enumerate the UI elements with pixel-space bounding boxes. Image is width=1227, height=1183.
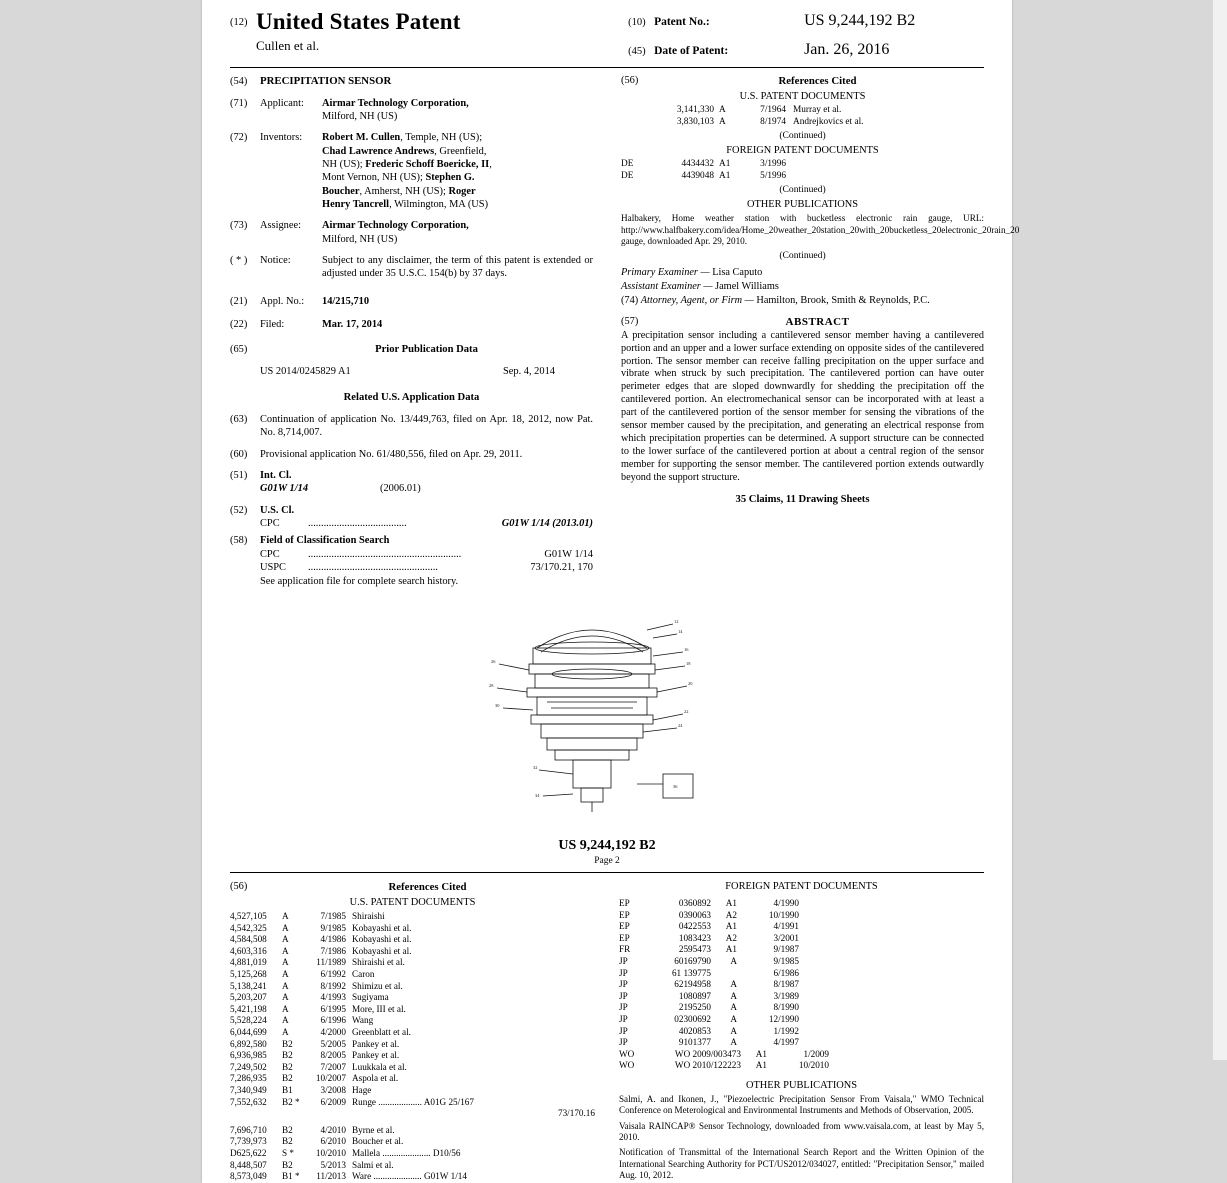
page2-other-pub-2: Vaisala RAINCAP® Sensor Technology, downloaded from www.vaisala.com, at least by May 5, 2010. [619, 1120, 984, 1143]
assignee-city: Milford, NH (US) [322, 233, 398, 245]
page2-refs-num: (56) [230, 881, 248, 893]
svg-text:24: 24 [678, 723, 683, 729]
page2-us-docs-table [230, 911, 595, 1183]
invention-title: PRECIPITATION SENSOR [260, 75, 392, 87]
int-cl-label: Int. Cl. [260, 469, 292, 481]
field-title-num: (54) [230, 76, 248, 87]
table-row: JP 02300692 A 12/1990 [619, 1014, 799, 1025]
claims-count: 35 Claims, 11 Drawing Sheets [735, 494, 870, 506]
applicant-company: Airmar Technology Corporation, [322, 97, 469, 109]
applicant-city: Milford, NH (US) [322, 111, 398, 123]
svg-text:30: 30 [495, 703, 500, 709]
int-cl-num: (51) [230, 469, 248, 481]
svg-text:20: 20 [688, 681, 693, 687]
search-num: (58) [230, 535, 248, 547]
svg-text:18: 18 [686, 661, 691, 667]
page2-right-column [607, 881, 984, 1183]
us-cl-num: (52) [230, 504, 248, 516]
us-patent-documents-title: U.S. PATENT DOCUMENTS [739, 91, 866, 102]
table-row: 3,830,103 A 8/1974 Andrejkovics et al. [676, 116, 864, 127]
field-filed [230, 318, 593, 331]
svg-text:28: 28 [489, 683, 494, 689]
abstract-text: A precipitation sensor including a cantilevered sensor member having a cantilevered portion and an upper and a lower surface extending on opposite sides of the cantilevered portion. The sensor member can receive falling precipitation on the upper surface and vibrate when struck by such precipitation. The cantilevered portion can have outer perimeter edges that are sloped downwardly for shedding the precipitation off the cantilevered portion. An electromechanical sensor can be incorporated with at least a part of the cantilevered portion of the sensor member for sensing the vibrations of the sensor member caused by the precipitation, and generating an electrical response from which precipitation properties can be determined. A support structure can be connected to the lower surface of the cantilevered portion at about a central region of the sensor member for supporting the sensor member. The cantilevered portion extends outwardly beyond the support structure. [621, 329, 984, 484]
page2-label: Page 2 [594, 856, 620, 867]
table-row: JP 61 139775 6/1986 [619, 967, 799, 978]
continued-label-3: (Continued) [779, 249, 826, 261]
svg-text:14: 14 [678, 629, 683, 635]
field-assignee [230, 219, 593, 246]
page2-foreign-table [619, 898, 984, 1072]
applicant-label: Applicant: [260, 97, 304, 109]
primary-examiner-label: Primary Examiner — [621, 266, 710, 278]
page2-left-column [230, 881, 607, 1183]
table-row: DE 4434432 A1 3/1996 [621, 159, 786, 170]
svg-text:34: 34 [535, 793, 540, 799]
table-row: 5,138,241 A 8/1992 Shimizu et al. [230, 980, 403, 991]
sensor-drawing [477, 614, 737, 819]
search-cpc-key: CPC [260, 548, 280, 560]
table-row: 3,141,330 A 7/1964 Murray et al. [676, 105, 842, 115]
table-row: 5,125,268 A 6/1992 Caron [230, 969, 375, 980]
table-row: JP 9101377 A 4/1997 [619, 1037, 799, 1048]
header-rule [230, 67, 984, 68]
provisional-num: (60) [230, 448, 248, 460]
search-uspc-key: USPC [260, 562, 286, 574]
notice-num: ( * ) [230, 254, 248, 266]
patent-no-name: Patent No.: [654, 16, 710, 28]
primary-examiner-name: Lisa Caputo [712, 266, 763, 278]
field-inventors: (72) Inventors: Robert M. Cullen, Temple, NH (US); Chad Lawrence Andrews, Greenfield, NH (US); Frederic Schoff Boericke, II, Mont Vernon, NH (US); Stephen G. Boucher, Amherst, NH (US); Roger Henry Tancrell, Wilmington, MA (US) [230, 132, 492, 210]
continued-label-1: (Continued) [779, 130, 826, 142]
table-row: 6,936,985 B2 8/2005 Pankey et al. [230, 1050, 400, 1061]
page-title: United States Patent [256, 9, 461, 34]
inventor-line: Cullen et al. [256, 38, 320, 54]
related-app-data-title: Related U.S. Application Data [343, 392, 480, 404]
abstract-num: (57) [621, 315, 639, 327]
provisional-text: Provisional application No. 61/480,556, filed on Apr. 29, 2011. [260, 448, 523, 460]
field-provisional [230, 448, 593, 461]
table-row: 7,340,949 B1 3/2008 Hage [230, 1085, 372, 1095]
table-row: 7,696,710 B2 4/2010 Byrne et al. [230, 1124, 395, 1135]
inventors-label: Inventors: [260, 132, 303, 144]
table-row: EP 0422553 A1 4/1991 [619, 921, 799, 932]
date-label: (45) [628, 46, 646, 57]
field-notice [230, 254, 593, 281]
patent-no-label: (10) [628, 17, 646, 28]
table-row: 7,739,973 B2 6/2010 Boucher et al. [230, 1136, 404, 1147]
svg-text:12: 12 [674, 619, 679, 625]
table-row: WO WO 2009/003473 A1 1/2009 [619, 1048, 829, 1059]
bibliographic-column [230, 75, 607, 596]
int-cl-year: (2006.01) [380, 483, 421, 495]
notice-text: Subject to any disclaimer, the term of this patent is extended or adjusted under 35 U.S.C. 154(b) by 37 days. [322, 254, 593, 280]
search-uspc-value: 73/170.21, 170 [530, 562, 593, 574]
patent-figure [230, 614, 984, 824]
table-row: WO WO 2010/122223 A1 10/2010 [619, 1060, 829, 1071]
field-prior-pub [230, 343, 593, 378]
prior-pub-title: Prior Publication Data [375, 344, 478, 356]
table-row: 6,892,580 B2 5/2005 Pankey et al. [230, 1038, 400, 1049]
assistant-examiner-label: Assistant Examiner — [621, 280, 713, 292]
patent-header [230, 6, 984, 59]
page2-other-pub-3: Notification of Transmittal of the International Search Report and the Written Opinion of the International Searching Authority for PCT/US2012/034027, entitled: "Precipitation Sensor," mailed Aug. 10, 2012. [619, 1147, 984, 1181]
patent-number: US 9,244,192 B2 [804, 12, 916, 29]
assignee-label: Assignee: [260, 220, 301, 232]
table-row: 5,203,207 A 4/1993 Sugiyama [230, 992, 389, 1003]
table-row: 4,527,105 A 7/1985 Shiraishi [230, 911, 385, 922]
prior-pub-num: (65) [230, 344, 248, 356]
continuation-num: (63) [230, 414, 248, 426]
table-row: JP 2195250 A 8/1990 [619, 1002, 799, 1013]
filed-label: Filed: [260, 318, 285, 330]
field-applicant [230, 97, 593, 124]
kind-code-label: (12) [230, 17, 248, 28]
field-continuation [230, 413, 593, 440]
continued-label-2: (Continued) [779, 184, 826, 196]
svg-text:22: 22 [684, 709, 689, 715]
table-row: 5,528,224 A 6/1996 Wang [230, 1015, 374, 1026]
applicant-num: (71) [230, 97, 248, 109]
other-publications-title: OTHER PUBLICATIONS [746, 199, 859, 211]
page2-us-docs-title: U.S. PATENT DOCUMENTS [349, 897, 476, 909]
appl-no-label: Appl. No.: [260, 295, 305, 307]
references-abstract-column [607, 75, 1020, 596]
filed-num: (22) [230, 318, 248, 330]
patent-date: Jan. 26, 2016 [804, 41, 890, 58]
abstract-title: ABSTRACT [785, 315, 850, 328]
inventors-num: (72) [230, 132, 248, 144]
table-row: 4,603,316 A 7/1986 Kobayashi et al. [230, 945, 412, 956]
assistant-examiner-name: Jamel Williams [715, 280, 779, 292]
foreign-documents-table [621, 159, 984, 182]
table-row: 6,044,699 A 4/2000 Greenblatt et al. [230, 1027, 411, 1038]
int-cl-code: G01W 1/14 [260, 483, 309, 495]
us-cl-key: CPC [260, 517, 280, 529]
assignee-company: Airmar Technology Corporation, [322, 220, 469, 232]
patent-page [202, 0, 1020, 1183]
page2-refs-title: References Cited [388, 881, 467, 894]
table-row: 4,542,325 A 9/1985 Kobayashi et al. [230, 922, 412, 933]
field-us-cl: (52) U.S. Cl. CPC ...................................... G01W 1/14 (2013.01) [230, 504, 593, 529]
table-row: D625,622 S * 10/2010 Mallela ..................... D10/56 [230, 1147, 461, 1158]
appl-no-value: 14/215,710 [322, 295, 370, 307]
table-row: 5,421,198 A 6/1995 More, III et al. [230, 1003, 406, 1014]
table-row: FR 2595473 A1 9/1987 [619, 944, 799, 955]
prior-pub-date: Sep. 4, 2014 [503, 365, 555, 377]
table-row: 7,249,502 B2 7/2007 Luukkala et al. [230, 1061, 407, 1072]
table-row: JP 60169790 A 9/1985 [619, 956, 799, 967]
field-int-cl [230, 469, 593, 496]
page2-patent-number: US 9,244,192 B2 [558, 838, 656, 854]
us-cl-label: U.S. Cl. [260, 504, 295, 516]
table-row: 73/170.16 [557, 1108, 595, 1119]
page2-rule [230, 872, 984, 873]
table-row: DE 4439048 A1 5/1996 [621, 170, 786, 181]
refs-cited-title: References Cited [778, 75, 857, 87]
attorney-num: (74) [621, 294, 639, 306]
search-label: Field of Classification Search [260, 535, 390, 547]
table-row: JP 1080897 A 3/1989 [619, 990, 799, 1001]
svg-text:36: 36 [673, 784, 678, 790]
prior-pub-number: US 2014/0245829 A1 [260, 365, 351, 377]
page2-other-pub-1: Salmi, A. and Ikonen, J., "Piezoelectric Precipitation Sensor From Vaisala," WMO Technical Conference on Meterological and Environmental Instruments and Methods of Observation, 2005. [619, 1094, 984, 1116]
search-note: See application file for complete search history. [260, 575, 459, 587]
table-row: JP 62194958 A 8/1987 [619, 979, 799, 990]
continuation-text: Continuation of application No. 13/449,763, filed on Apr. 18, 2012, now Pat. No. 8,714,007. [260, 414, 593, 439]
notice-label: Notice: [260, 254, 291, 266]
filed-value: Mar. 17, 2014 [322, 318, 383, 330]
date-name: Date of Patent: [654, 45, 729, 57]
table-row: JP 4020853 A 1/1992 [619, 1025, 799, 1036]
svg-text:16: 16 [684, 647, 689, 653]
svg-text:32: 32 [533, 765, 538, 771]
refs-cited-num: (56) [621, 75, 639, 86]
assignee-num: (73) [230, 220, 248, 232]
table-row: 7,286,935 B2 10/2007 Aspola et al. [230, 1073, 399, 1084]
field-search: (58) Field of Classification Search CPC ........................................................... G01W 1/14 USPC .................................................. 73/170.21, 170 See application file for complete search history. [230, 535, 593, 587]
table-row: EP 1083423 A2 3/2001 [619, 932, 799, 943]
other-publication-entry: Halbakery, Home weather station with bucketless electronic rain gauge, URL: http://www.halfbakery.com/idea/Home_20weather_20station_20with_20bucketless_20electronic_20rain_20 gauge, downloaded Apr. 29, 2010. [621, 213, 1020, 247]
field-appl-no [230, 295, 593, 308]
table-row: EP 0360892 A1 4/1990 [619, 898, 799, 909]
attorney-name: Hamilton, Brook, Smith & Reynolds, P.C. [756, 294, 930, 306]
appl-no-num: (21) [230, 295, 248, 307]
table-row: EP 0390063 A2 10/1990 [619, 909, 799, 920]
search-cpc-value: G01W 1/14 [544, 548, 593, 560]
table-row: 8,573,049 B1 * 11/2013 Ware ..................... G01W 1/14 [230, 1171, 467, 1182]
svg-text:26: 26 [491, 659, 496, 665]
table-row: 7,552,632 B2 * 6/2009 Runge ................... A01G 25/167 [230, 1096, 474, 1107]
table-row: 4,584,508 A 4/1986 Kobayashi et al. [230, 934, 412, 945]
foreign-documents-title: FOREIGN PATENT DOCUMENTS [726, 145, 879, 157]
table-row: 8,448,507 B2 5/2013 Salmi et al. [230, 1159, 394, 1170]
us-cl-value: G01W 1/14 (2013.01) [501, 517, 593, 529]
vertical-scrollbar[interactable] [1213, 0, 1227, 1060]
examiner-block [621, 266, 984, 308]
page2-other-pub-title: OTHER PUBLICATIONS [745, 1080, 858, 1091]
attorney-label: Attorney, Agent, or Firm — [640, 294, 754, 306]
table-row: 4,881,019 A 11/1989 Shiraishi et al. [230, 957, 405, 968]
page2-foreign-title: FOREIGN PATENT DOCUMENTS [725, 881, 878, 893]
field-title [230, 75, 593, 89]
us-patent-documents-table [621, 105, 984, 128]
